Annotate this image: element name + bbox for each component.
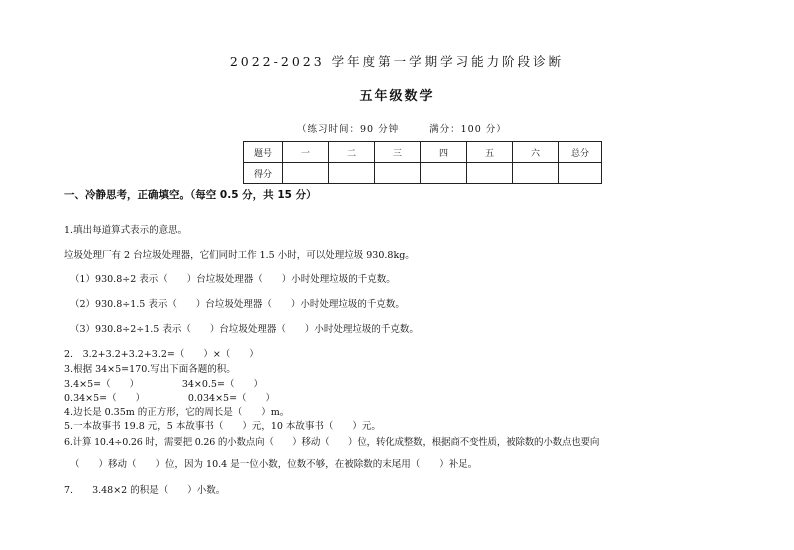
question-line: 垃圾处理厂有 2 台垃圾处理器，它们同时工作 1.5 小时，可以处理垃圾 930.8kg。 — [64, 250, 415, 261]
page-subtitle: 五年级数学 — [359, 89, 435, 104]
question-line: （3）930.8÷2÷1.5 表示（ ）台垃圾处理器（ ）小时处理垃圾的千克数。 — [70, 324, 419, 335]
exam-score: 满分：100 分） — [429, 124, 507, 135]
score-cell — [559, 163, 602, 184]
page-title: 2022-2023 学年度第一学期学习能力阶段诊断 — [229, 54, 565, 69]
score-cell — [375, 163, 421, 184]
question-line: （1）930.8÷2 表示（ ）台垃圾处理器（ ）小时处理垃圾的千克数。 — [70, 274, 396, 285]
question-line: 7. 3.48×2 的积是（ ）小数。 — [64, 485, 226, 496]
score-table-header-row — [244, 142, 602, 163]
score-row-label: 得分 — [244, 163, 283, 184]
score-table-header: 四 — [421, 142, 467, 163]
score-cell — [513, 163, 559, 184]
score-table-header: 五 — [467, 142, 513, 163]
score-table-header: 三 — [375, 142, 421, 163]
score-table-score-row — [244, 163, 602, 184]
score-cell — [421, 163, 467, 184]
question-line: （ ）移动（ ）位，因为 10.4 是一位小数，位数不够，在被除数的末尾用（ ）补足。 — [70, 459, 478, 470]
score-table-header: 六 — [513, 142, 559, 163]
question-line: 3.根据 34×5=170.写出下面各题的积。 — [64, 364, 236, 375]
question-line: 5.一本故事书 19.8 元，5 本故事书（ ）元，10 本故事书（ ）元。 — [64, 421, 381, 432]
score-table-header: 题号 — [244, 142, 283, 163]
question-line: 3.4×5=（ ） 34×0.5=（ ） — [64, 379, 263, 390]
question-line: 0.34×5=（ ） 0.034×5=（ ） — [64, 393, 276, 404]
question-line: 6.计算 10.4÷0.26 时，需要把 0.26 的小数点向（ ）移动（ ）位，转化成整数，根据商不变性质，被除数的小数点也要向 — [64, 437, 600, 448]
score-table — [243, 141, 602, 184]
question-line: 2. 3.2+3.2+3.2+3.2=（ ）×（ ） — [64, 349, 259, 360]
question-line: 1.填出每道算式表示的意思。 — [64, 225, 188, 236]
score-cell — [467, 163, 513, 184]
score-cell — [329, 163, 375, 184]
question-line: 4.边长是 0.35m 的正方形，它的周长是（ ）m。 — [64, 407, 290, 418]
exam-time: （练习时间：90 分钟 — [297, 124, 400, 135]
question-line: （2）930.8÷1.5 表示（ ）台垃圾处理器（ ）小时处理垃圾的千克数。 — [70, 299, 405, 310]
score-table-header: 一 — [283, 142, 329, 163]
score-table-header: 总分 — [559, 142, 602, 163]
score-table-header: 二 — [329, 142, 375, 163]
exam-info — [297, 121, 507, 135]
section-heading: 一、冷静思考，正确填空。（每空 0.5 分，共 15 分） — [64, 189, 317, 201]
score-cell — [283, 163, 329, 184]
